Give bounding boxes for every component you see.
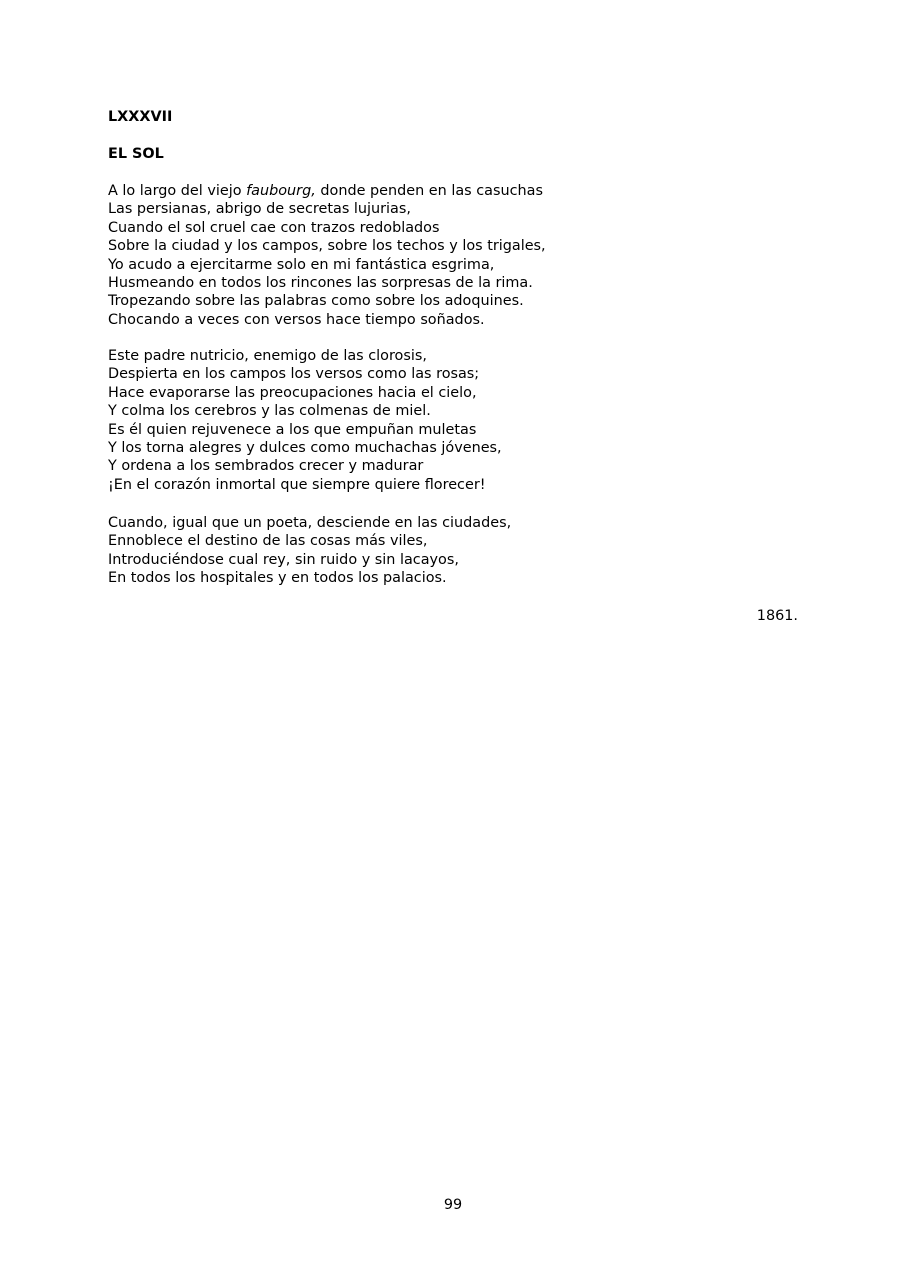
italic-word: faubourg, bbox=[246, 183, 316, 199]
verse-line: Despierta en los campos los versos como las rosas; bbox=[108, 366, 480, 383]
verse-line: Cuando el sol cruel cae con trazos redoblados bbox=[108, 219, 440, 236]
verse-line: Sobre la ciudad y los campos, sobre los techos y los trigales, bbox=[108, 238, 546, 255]
verse-line: Este padre nutricio, enemigo de las clorosis, bbox=[108, 348, 427, 364]
stanza-3 bbox=[108, 514, 808, 588]
verse-line: Las persianas, abrigo de secretas lujurias, bbox=[108, 201, 411, 218]
verse-line: Y los torna alegres y dulces como muchachas jóvenes, bbox=[108, 440, 502, 457]
verse-line: Es él quien rejuvenece a los que empuñan muletas bbox=[108, 421, 477, 438]
verse-line bbox=[108, 182, 808, 200]
poem-number: LXXXVII bbox=[108, 109, 173, 125]
verse-line: Husmeando en todos los rincones las sorpresas de la rima. bbox=[108, 275, 533, 292]
verse-line: Y colma los cerebros y las colmenas de miel. bbox=[108, 403, 431, 420]
poem-date: 1861. bbox=[756, 608, 798, 624]
verse-line: Introduciéndose cual rey, sin ruido y sin lacayos, bbox=[108, 551, 459, 568]
verse-line: Chocando a veces con versos hace tiempo soñados. bbox=[108, 311, 485, 328]
verse-text: donde penden en las casuchas bbox=[315, 183, 543, 199]
verse-line: En todos los hospitales y en todos los palacios. bbox=[108, 570, 447, 587]
stanza-2 bbox=[108, 347, 808, 494]
verse-line: Y ordena a los sembrados crecer y madurar bbox=[108, 458, 424, 475]
verse-line: ¡En el corazón inmortal que siempre quiere florecer! bbox=[108, 476, 486, 493]
verse-line: Tropezando sobre las palabras como sobre los adoquines. bbox=[108, 293, 524, 310]
poem-title: EL SOL bbox=[108, 146, 164, 162]
verse-text: A lo largo del viejo bbox=[108, 183, 247, 199]
verse-line: Cuando, igual que un poeta, desciende en las ciudades, bbox=[108, 515, 512, 531]
stanza-1 bbox=[108, 182, 808, 329]
verse-line: Hace evaporarse las preocupaciones hacia el cielo, bbox=[108, 384, 477, 401]
verse-line: Ennoblece el destino de las cosas más viles, bbox=[108, 533, 428, 550]
page-number: 99 bbox=[443, 1197, 463, 1213]
verse-line: Yo acudo a ejercitarme solo en mi fantástica esgrima, bbox=[108, 256, 495, 273]
